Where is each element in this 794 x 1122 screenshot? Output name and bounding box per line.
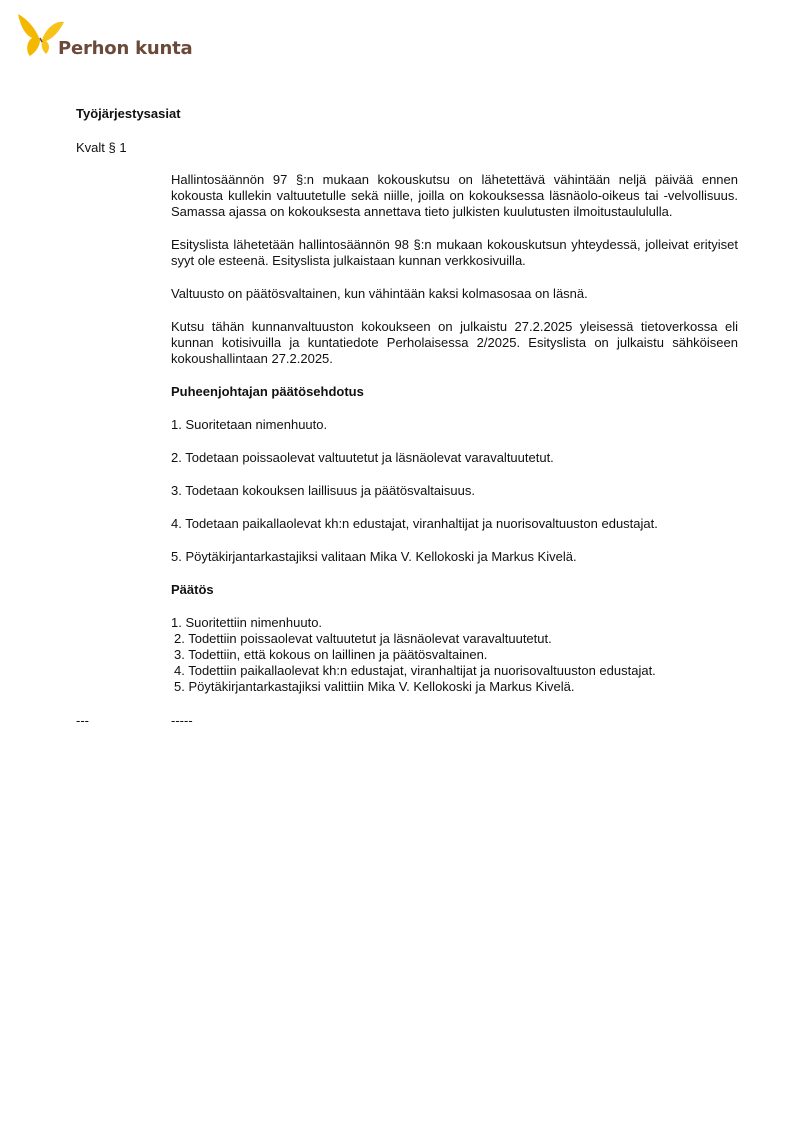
section-title: Työjärjestysasiat	[76, 106, 181, 121]
logo-text: Perhon kunta	[58, 38, 193, 59]
proposal-item: 2. Todetaan poissaolevat valtuutetut ja läsnäolevat varavaltuutetut.	[171, 450, 554, 465]
proposal-item: 5. Pöytäkirjantarkastajiksi valitaan Mika V. Kellokoski ja Markus Kivelä.	[171, 549, 577, 564]
paragraph: Kutsu tähän kunnanvaltuuston kokoukseen on julkaistu 27.2.2025 yleisessä tietoverkossa eli kunnan kotisivuilla ja kuntatiedote Perholaisessa 2/2025. Esityslista on julkaistu sähköiseen kokoushallintaan 27.2.2025.	[171, 319, 738, 366]
paragraph: Hallintosäännön 97 §:n mukaan kokouskutsu on lähetettävä vähintään neljä päivää ennen kokousta kullekin valtuutetulle sekä niille, joilla on kokouksessa läsnäolo-oikeus tai -velvollisuus. Samassa ajassa on kokouksesta annettava tieto julkisten kuulutusten ilmoitustaulululla.	[171, 172, 738, 219]
case-body	[171, 172, 738, 695]
decision-item: 3. Todettiin, että kokous on laillinen ja päätösvaltainen.	[174, 647, 488, 662]
decision-item: 1. Suoritettiin nimenhuuto.	[171, 615, 323, 630]
footer-separator	[76, 713, 738, 729]
decision-item: 4. Todettiin paikallaolevat kh:n edustajat, viranhaltijat ja nuorisovaltuuston edustajat.	[174, 663, 656, 678]
paragraph: Valtuusto on päätösvaltainen, kun vähintään kaksi kolmasosaa on läsnä.	[171, 286, 588, 301]
footer-right: -----	[171, 713, 193, 728]
proposal-item: 4. Todetaan paikallaolevat kh:n edustajat, viranhaltijat ja nuorisovaltuuston edustajat.	[171, 516, 658, 531]
case-id: Kvalt § 1	[76, 140, 127, 155]
proposal-heading: Puheenjohtajan päätösehdotus	[171, 384, 364, 399]
decision-heading: Päätös	[171, 582, 214, 597]
proposal-item: 3. Todetaan kokouksen laillisuus ja päätösvaltaisuus.	[171, 483, 476, 498]
paragraph: Esityslista lähetetään hallintosäännön 98 §:n mukaan kokouskutsun yhteydessä, jolleivat erityiset syyt ole esteenä. Esityslista julkaistaan kunnan verkkosivuilla.	[171, 237, 738, 268]
header-logo	[16, 8, 193, 59]
decision-item: 2. Todettiin poissaolevat valtuutetut ja läsnäolevat varavaltuutetut.	[174, 631, 552, 646]
proposal-item: 1. Suoritetaan nimenhuuto.	[171, 417, 328, 432]
document-content	[76, 106, 738, 729]
decision-list	[171, 615, 738, 695]
footer-left: ---	[76, 713, 89, 728]
decision-item: 5. Pöytäkirjantarkastajiksi valittiin Mika V. Kellokoski ja Markus Kivelä.	[174, 679, 575, 694]
